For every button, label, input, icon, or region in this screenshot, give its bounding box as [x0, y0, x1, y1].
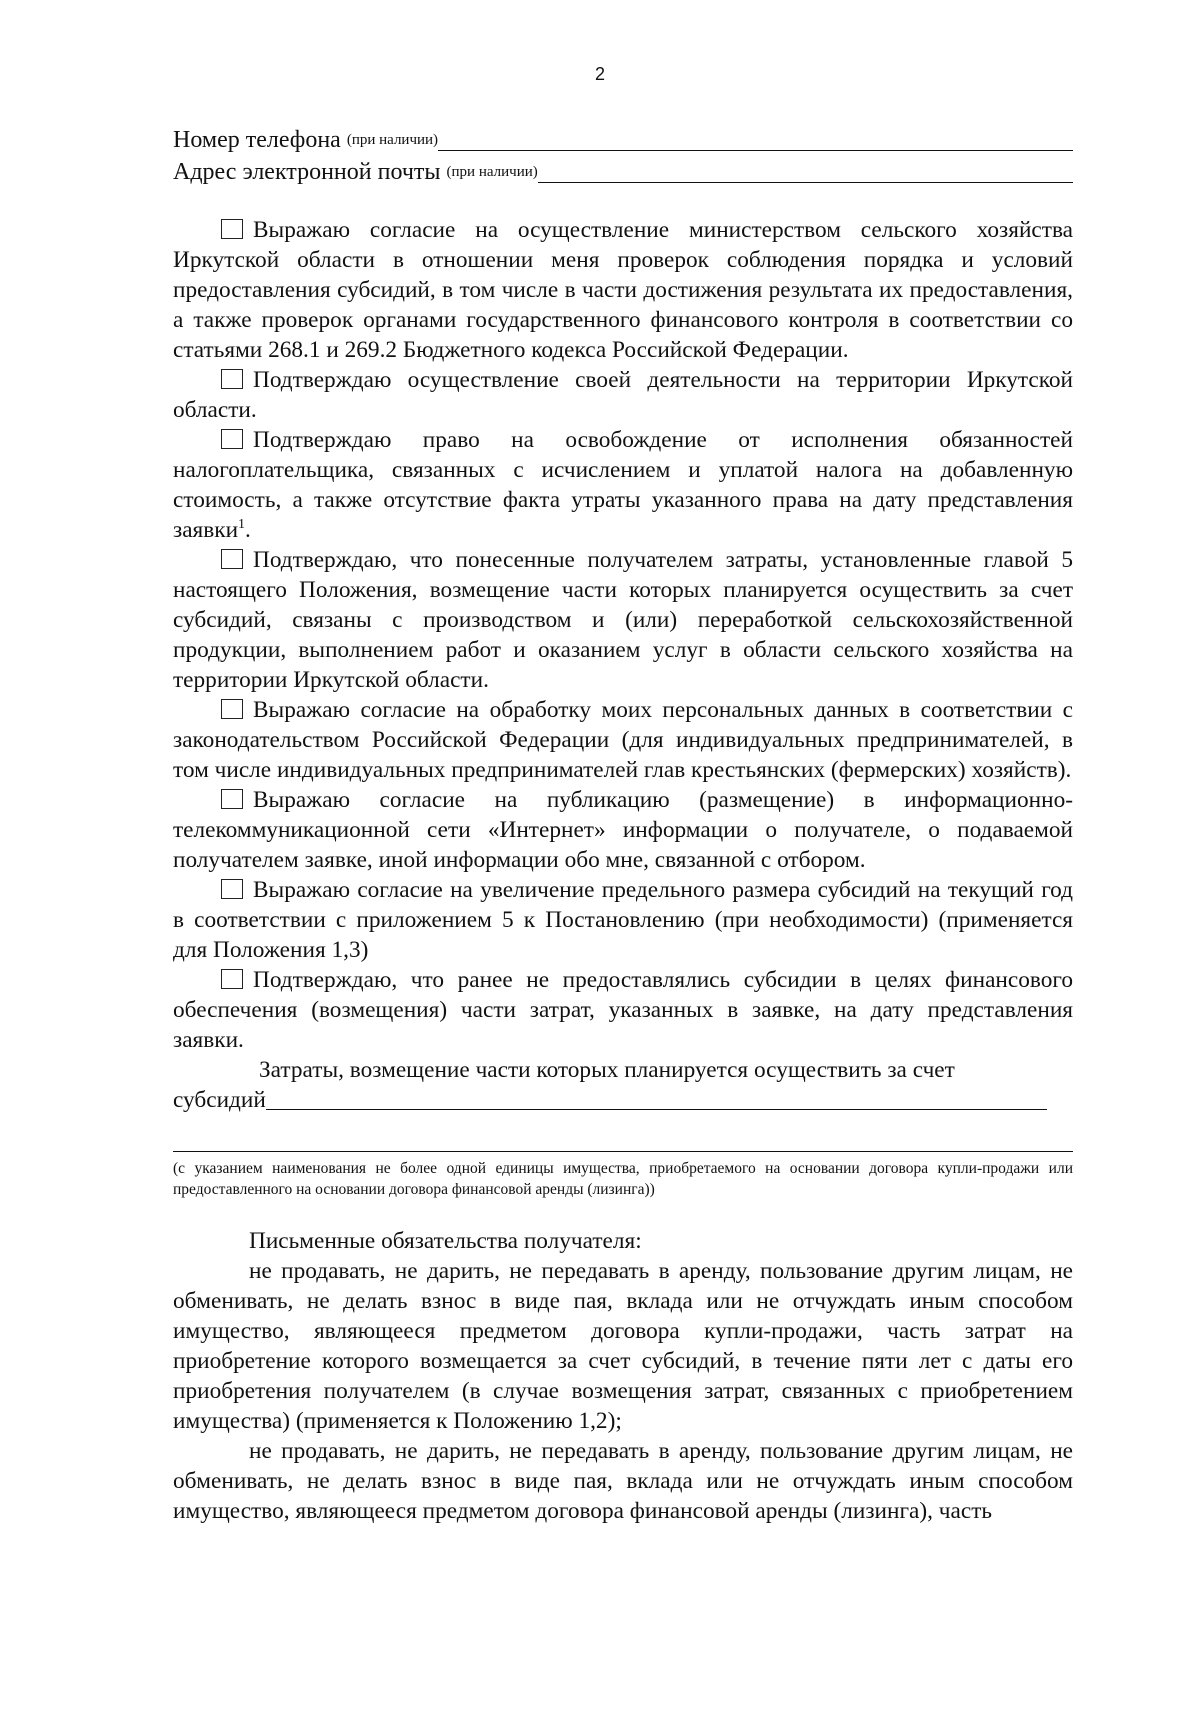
phone-note: (при наличии) [346, 132, 439, 148]
statement-text: Подтверждаю, что понесенные получателем затраты, установленные главой 5 настоящего Положения, возмещение части которых планируется осуществить за счет субсидий, связаны с производством и (или) переработкой сельскохозяйственной продукции, выполнением работ и оказанием услуг в области сельского хозяйства на территории Иркутской области. [173, 547, 1073, 693]
obligations-heading: Письменные обязательства получателя: [249, 1228, 642, 1254]
phone-field[interactable] [438, 126, 1073, 151]
statement-publication [173, 785, 1073, 875]
statement-text: Выражаю согласие на увеличение предельного размера субсидий на текущий год в соответствии с приложением 5 к Постановлению (при необходимости) (применяется для Положения 1,3) [173, 877, 1073, 963]
footnote-mark: 1 [238, 517, 246, 533]
checkbox-publication[interactable] [221, 789, 243, 809]
checkbox-personal-data[interactable] [221, 699, 243, 719]
statement-personal-data [173, 695, 1073, 785]
email-label: Адрес электронной почты [173, 159, 441, 185]
statements-section [173, 215, 1073, 1526]
statement-limit-increase [173, 875, 1073, 965]
checkbox-territory[interactable] [221, 369, 243, 389]
email-field[interactable] [538, 158, 1073, 183]
statement-vat-exemption [173, 425, 1073, 545]
contact-section [173, 124, 1073, 188]
email-note: (при наличии) [446, 164, 538, 180]
costs-label: субсидий [173, 1087, 266, 1113]
email-line [173, 156, 1073, 188]
checkbox-limit-increase[interactable] [221, 879, 243, 899]
obligation-item: не продавать, не дарить, не передавать в аренду, пользование другим лицам, не обменивать, не делать взнос в виде пая, вклада или не отчуждать иным способом имущество, являющееся предметом договора финансовой аренды (лизинга), часть [173, 1438, 1073, 1524]
costs-line-2 [173, 1085, 1073, 1115]
statement-text: Подтверждаю осуществление своей деятельности на территории Иркутской области. [173, 367, 1073, 423]
statement-territory [173, 365, 1073, 425]
statement-text: Подтверждаю право на освобождение от исполнения обязанностей налогоплательщика, связанных с исчислением и уплатой налога на добавленную стоимость, а также отсутствие факта утраты указанного права на дату представления заявки [173, 427, 1073, 543]
checkbox-costs-related[interactable] [221, 549, 243, 569]
checkbox-inspection-consent[interactable] [221, 219, 243, 239]
statement-text: Подтверждаю, что ранее не предоставлялись субсидии в целях финансового обеспечения (возмещения) части затрат, указанных в заявке, на дату представления заявки. [173, 967, 1073, 1053]
phone-label: Номер телефона [173, 127, 341, 153]
obligation-item: не продавать, не дарить, не передавать в аренду, пользование другим лицам, не обменивать, не делать взнос в виде пая, вклада или не отчуждать иным способом имущество, являющееся предметом договора купли-продажи, часть затрат на приобретение которого возмещается за счет субсидий, в течение пяти лет с даты его приобретения получателем (в случае возмещения затрат, связанных с приобретением имущества) (применяется к Положению 1,2); [173, 1258, 1073, 1434]
statement-no-prior-subsidy [173, 965, 1073, 1055]
costs-note: (с указанием наименования не более одной единицы имущества, приобретаемого на основании договора купли-продажи или предоставленного на основании договора финансовой аренды (лизинга)) [173, 1160, 1073, 1198]
checkbox-no-prior-subsidy[interactable] [221, 969, 243, 989]
statement-inspection-consent [173, 215, 1073, 365]
statement-text: Выражаю согласие на осуществление министерством сельского хозяйства Иркутской области в отношении меня проверок соблюдения порядка и условий предоставления субсидий, в том числе в части достижения результата их предоставления, а также проверок органами государственного финансового контроля в соответствии со статьями 268.1 и 269.2 Бюджетного кодекса Российской Федерации. [173, 217, 1073, 363]
statement-costs-related [173, 545, 1073, 695]
page-number: 2 [594, 64, 605, 84]
costs-field-continued[interactable] [173, 1125, 1073, 1152]
checkbox-vat-exemption[interactable] [221, 429, 243, 449]
footnote-tail: . [245, 517, 251, 543]
statement-text: Выражаю согласие на публикацию (размещение) в информационно-телекоммуникационной сети «Интернет» информации о получателе, о подаваемой получателем заявке, иной информации обо мне, связанной с отбором. [173, 787, 1073, 873]
costs-field[interactable] [266, 1085, 1047, 1110]
statement-text: Выражаю согласие на обработку моих персональных данных в соответствии с законодательством Российской Федерации (для индивидуальных предпринимателей, в том числе индивидуальных предпринимателей глав крестьянских (фермерских) хозяйств). [173, 697, 1073, 783]
costs-line-1: Затраты, возмещение части которых планируется осуществить за счет [259, 1057, 955, 1083]
phone-line [173, 124, 1073, 156]
